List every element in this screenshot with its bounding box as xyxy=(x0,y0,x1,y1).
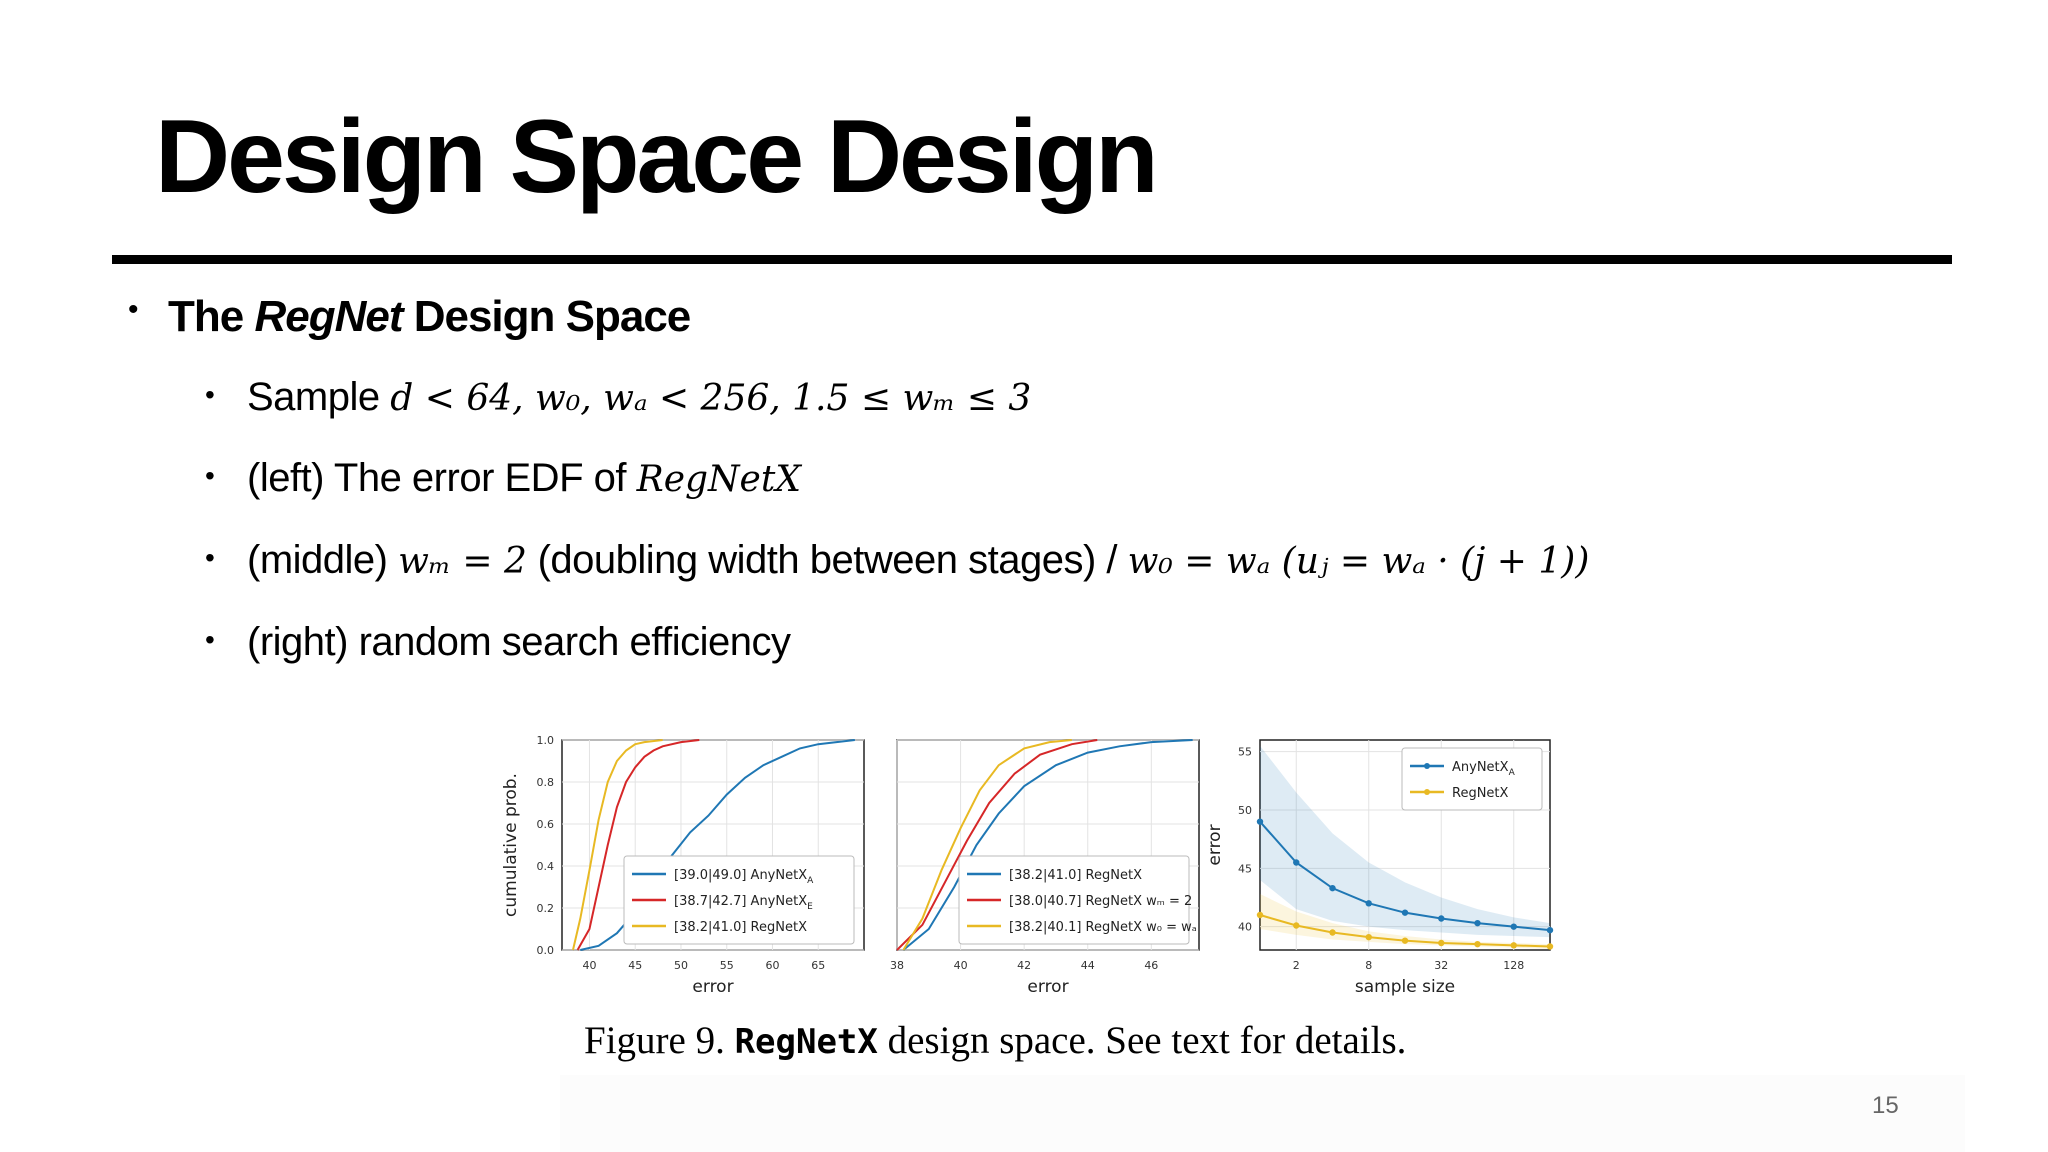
x-axis-label: error xyxy=(692,977,734,997)
chart-panel-middle xyxy=(890,740,1199,997)
bullet-dot: • xyxy=(128,293,138,326)
x-tick-label: 55 xyxy=(719,959,734,972)
data-point xyxy=(1438,915,1444,921)
x-tick-label: 40 xyxy=(582,959,597,972)
legend-label: AnyNetX$_A$ xyxy=(1452,760,1515,778)
bullet-dot: • xyxy=(205,379,215,410)
chart-panel-left xyxy=(501,734,864,997)
bullet-dot: • xyxy=(205,542,215,573)
legend-label: [38.2|41.0] RegNetX xyxy=(674,920,807,935)
bullet-text-suffix: Design Space xyxy=(402,292,691,341)
data-point xyxy=(1293,922,1299,928)
legend-label: [38.2|40.1] RegNetX w₀ = wₐ xyxy=(1009,920,1197,935)
x-tick-label: 128 xyxy=(1503,959,1525,972)
data-point xyxy=(1329,885,1335,891)
data-point xyxy=(1366,900,1372,906)
chart-panel-right xyxy=(1205,740,1553,997)
data-point xyxy=(1547,943,1553,949)
math-expression: w₀ = wₐ (uⱼ = wₐ · (j + 1)) xyxy=(1127,541,1590,582)
data-point xyxy=(1257,912,1263,918)
legend-label: [38.0|40.7] RegNetX wₘ = 2 xyxy=(1009,894,1193,909)
y-tick-label: 1.0 xyxy=(536,734,554,747)
y-tick-label: 50 xyxy=(1238,804,1252,817)
legend-label: [38.7|42.7] AnyNetX$_E$ xyxy=(674,894,813,912)
y-axis-label: error xyxy=(1205,824,1225,866)
page-number: 15 xyxy=(1872,1092,1899,1119)
legend-marker xyxy=(1424,763,1430,769)
data-point xyxy=(1511,923,1517,929)
x-axis-label: sample size xyxy=(1354,977,1456,997)
bullet-text: The xyxy=(168,292,255,341)
data-point xyxy=(1366,934,1372,940)
x-tick-label: 44 xyxy=(1080,959,1095,972)
legend-label: [39.0|49.0] AnyNetX$_A$ xyxy=(674,868,814,886)
data-point xyxy=(1257,818,1263,824)
figure-caption xyxy=(584,1018,1406,1063)
data-point xyxy=(1402,909,1408,915)
caption-mono: RegNetX xyxy=(734,1022,878,1062)
legend-label: [38.2|41.0] RegNetX xyxy=(1009,868,1142,883)
bullet-text-mid: (doubling width between stages) / xyxy=(526,538,1128,582)
bullet-text: (left) The error EDF of xyxy=(247,456,637,500)
footer-band xyxy=(560,1075,1965,1152)
x-tick-label: 65 xyxy=(811,959,826,972)
data-point xyxy=(1438,940,1444,946)
y-tick-label: 45 xyxy=(1238,862,1252,876)
x-tick-label: 8 xyxy=(1365,959,1373,972)
figure-9-charts xyxy=(500,730,1560,1060)
y-tick-label: 40 xyxy=(1238,920,1252,934)
legend-marker xyxy=(1424,789,1430,795)
data-point xyxy=(1474,941,1480,947)
y-tick-label: 0.6 xyxy=(536,818,554,831)
y-tick-label: 0.0 xyxy=(536,944,554,957)
data-point xyxy=(1474,920,1480,926)
x-axis-label: error xyxy=(1027,977,1069,997)
math-expression: wₘ = 2 xyxy=(398,541,527,582)
x-tick-label: 46 xyxy=(1144,959,1159,972)
y-tick-label: 0.2 xyxy=(536,902,554,915)
x-tick-label: 45 xyxy=(628,959,643,972)
y-tick-label: 0.4 xyxy=(536,860,554,873)
data-point xyxy=(1293,859,1299,865)
bullet-text: (middle) xyxy=(247,538,399,582)
x-tick-label: 32 xyxy=(1434,959,1449,972)
title-divider xyxy=(112,255,1952,264)
x-tick-label: 40 xyxy=(953,959,968,972)
x-tick-label: 50 xyxy=(673,959,688,972)
bullet-dot: • xyxy=(205,460,215,491)
x-tick-label: 60 xyxy=(765,959,780,972)
x-tick-label: 42 xyxy=(1017,959,1032,972)
x-tick-label: 38 xyxy=(890,959,904,972)
x-tick-label: 2 xyxy=(1292,959,1300,972)
slide-title: Design Space Design xyxy=(155,99,1156,215)
caption-suffix: design space. See text for details. xyxy=(877,1019,1407,1062)
legend-label: RegNetX xyxy=(1452,786,1509,801)
bullet-italic: RegNet xyxy=(254,292,403,341)
bullet-text: (right) random search efficiency xyxy=(247,620,791,664)
data-point xyxy=(1511,942,1517,948)
y-axis-label: cumulative prob. xyxy=(501,773,521,917)
data-point xyxy=(1547,927,1553,933)
math-expression: RegNetX xyxy=(636,459,801,500)
bullet-text: Sample xyxy=(247,375,391,419)
caption-prefix: Figure 9. xyxy=(584,1019,735,1062)
math-expression: d < 64, w₀, wₐ < 256, 1.5 ≤ wₘ ≤ 3 xyxy=(390,378,1032,419)
data-point xyxy=(1329,929,1335,935)
bullet-dot: • xyxy=(205,624,215,655)
y-tick-label: 55 xyxy=(1238,745,1252,759)
y-tick-label: 0.8 xyxy=(536,776,554,789)
data-point xyxy=(1402,937,1408,943)
